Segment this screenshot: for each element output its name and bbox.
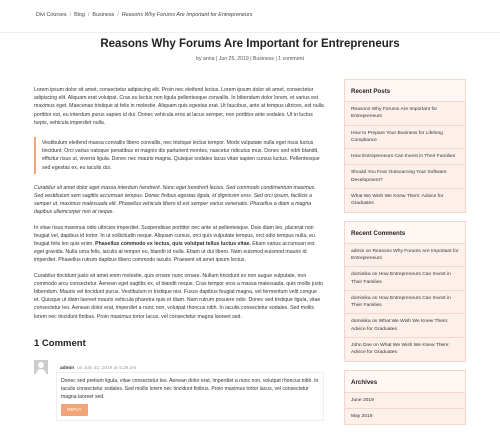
breadcrumb-separator: / xyxy=(69,12,72,18)
paragraph-text: Etiam varius accumsan est eget gravida. Nulla urna felis, iaculis at tempor eu, blandit id nulla. Etiam ut dui libero. Nam euismod euismod mauris id imperdiet. Phasellus rutrum dapibus libero commodo iaculis. Praesent sit amet ipsum lectus. xyxy=(34,241,315,264)
post-title: Reasons Why Forums Are Important for Entrepreneurs xyxy=(100,38,400,50)
recent-comment xyxy=(345,313,465,337)
recent-comments-widget xyxy=(344,221,466,362)
comment-on: on xyxy=(371,272,378,278)
comment-on: on xyxy=(371,295,378,301)
recent-post-link[interactable]: Should You Fear Outsourcing Your Software Development? xyxy=(345,164,465,188)
breadcrumb-separator: / xyxy=(87,12,90,18)
archives-widget xyxy=(344,370,466,426)
comment-header xyxy=(60,366,136,371)
comments-title: 1 Comment xyxy=(34,338,86,349)
widget-title: Recent Comments xyxy=(345,222,465,243)
paragraph-text: In vitae risus maximus odio ultricies imperdiet. Suspendisse porttitor nec ante at pellentesque. Duis diam leo, placerat non feugiat vel, dapibus id tortor. In ut sollicitudin neque. Aliquam cursus, orci quis vulputate tempus, orci odio tempus nulla, eu feugiat felis leo quis enim. xyxy=(34,224,315,248)
comment-date[interactable]: on July 31, 2019 at 5:28 pm xyxy=(77,366,137,371)
blockquote xyxy=(34,137,324,174)
comment-author[interactable]: admin xyxy=(60,366,75,371)
post-paragraph: Curabitur sit amet dolor eget massa interdum hendrerit. Nunc eget hendrerit lectus. Sed commodo condimentum maximus. Sed vestibulum sem sagittis accumsan tempus. Donec finibus egestas ligula, id dignissim eros. Sed orci ipsum, facilisis a semper ut, maximus malesuada elit. Phasellus vehicula libero id est semper varius venenatis. Phasellus a diam a magna dapibus ullamcorper non at neque. xyxy=(34,184,316,216)
breadcrumb-separator: / xyxy=(117,12,119,18)
comment-text: Donec sed pretium ligula, vitae consectetur leo. Aenean dolor erat, imperdiet a nunc non, volutpat rhoncus nibh. In iaculis consectetur sodales. Sed mollis lorem nec tincidunt finibus. Proin maximus tortor lacus, vel consectetur magna laoreet sed. xyxy=(61,378,319,400)
bold-text: Phasellus commodo ex lectus, quis volutpat tellus luctus vitae. xyxy=(95,241,251,248)
breadcrumb-link-blog[interactable]: Blog xyxy=(74,12,85,18)
recent-post-link[interactable]: Reasons Why Forums Are Important for Entrepreneurs xyxy=(345,101,465,125)
comment-body xyxy=(56,372,324,421)
widget-title: Recent Posts xyxy=(345,80,465,101)
comment-on: on xyxy=(365,248,372,254)
breadcrumb xyxy=(36,12,252,18)
comment-post-link[interactable]: What We Wish We Knew Them: Advice for Graduates xyxy=(351,319,449,332)
archive-link[interactable]: June 2019 xyxy=(345,392,465,408)
comment-post-link[interactable]: What We Wish We Knew Them: Advice for Graduates xyxy=(351,343,450,356)
recent-comment xyxy=(345,243,465,267)
recent-comment xyxy=(345,337,465,361)
recent-post-link[interactable]: How to Prepare Your Business for Lifelong Compliance xyxy=(345,125,465,149)
recent-post-link[interactable]: What We Wish We Knew Them: Advice for Graduates xyxy=(345,188,465,212)
reply-button[interactable]: REPLY xyxy=(61,404,88,416)
comment-on: on xyxy=(373,343,379,349)
avatar xyxy=(34,360,48,374)
comment-post-link[interactable]: Reasons Why Forums Are Important for Entrepreneurs xyxy=(351,248,459,261)
breadcrumb-current: Reasons Why Forums Are Important for Entrepreneurs xyxy=(121,12,253,18)
comment-author-link[interactable]: dominika xyxy=(351,319,371,325)
comment-post-link[interactable]: How Entrepreneurs Can Invest in Their Families xyxy=(351,295,451,309)
comment-author-link[interactable]: admin xyxy=(351,248,365,254)
recent-comment xyxy=(345,266,465,290)
post-paragraph xyxy=(34,224,324,265)
breadcrumb-link-divi-courses[interactable]: Divi Courses xyxy=(36,12,67,18)
blockquote-text: Vestibulum eleifend massa convallis libero convallis, nec tristique lectus tempor. Morbi vulputate nulla eget risus luctus tincidunt. Orci varius natoque penatibus et magnis dis parturient montes, nascetur ridiculus mus. Donec sed nibh blandit, efficitur risus ut, viverra ligula. Donec nec mauris magna. Quisque sodales lacus vitae sapien cursus luctus. Pellentesque sed egestas ex, eu iaculis dui. xyxy=(42,140,320,171)
comment-author-link[interactable]: dominika xyxy=(351,272,371,278)
comment-on: on xyxy=(371,319,378,325)
post-paragraph: Lorem ipsum dolor sit amet, consectetur adipiscing elit. Proin nec eleifend lectus. Lorem ipsum dolor sit amet, consectetur adipiscing elit. Aliquam erat volutpat. Cras eu lectus non ligula pellentesque convallis. In bibendum dolor lorem, et varius est maximus eget. Maecenas tristique at felis in molestie. Aliquam quis egestas erat. Ut faucibus, ante at tempus ultrices, est nulla porttitor est, eu interdum purus sapien id dui. Donec vehicula eros at lacus semper, non porttitor ante sodales. Ut in luctus turpis, vehicula imperdiet nulla. xyxy=(34,87,324,126)
recent-post-link[interactable]: How Entrepreneurs Can Invest in Their Families xyxy=(345,148,465,164)
post-meta: by anna | Jun 25, 2019 | Business | 1 comment xyxy=(196,56,304,62)
recent-posts-widget xyxy=(344,79,466,213)
archive-link[interactable]: May 2019 xyxy=(345,408,465,424)
widget-title: Archives xyxy=(345,371,465,392)
comment-author-link[interactable]: dominika xyxy=(351,295,371,301)
comment-post-link[interactable]: How Entrepreneurs Can Invest in Their Families xyxy=(351,272,451,285)
recent-comment xyxy=(345,290,465,314)
comment-author-link[interactable]: John Doe xyxy=(351,343,372,349)
breadcrumb-link-business[interactable]: Business xyxy=(92,12,115,18)
sidebar xyxy=(344,79,466,433)
post-content xyxy=(34,86,324,328)
breadcrumb-bar xyxy=(0,0,500,33)
post-paragraph: Curabitur tincidunt justo sit amet enim molestie, quis ornare nunc ornare. Nullam tincidunt ex non augue vulputate, non commodo arcu consectetur. Aenean eget sagittis ex, ut blandit neque. Cras tempor eros a massa malesuada, quis mollis justo bibendum. Mauris vel tincidunt purus. Vestibulum in tristique nisi. Fusce dapibus feugiat magna, vel fermentum velit congue et. Quisque ut diam laoreet mauris vehicula pharetra quis et diam. Nam rutrum posuere odio. Donec sed tristique ligula, vitae consectetur leo. Aenean dolor erat, imperdiet a nunc non, volutpat rhoncus nibh. In iaculis consectetur sodales. Sed mollis lorem nec tincidunt finibus. Proin maximus tortor lacus, vel consectetur magna laoreet sed. xyxy=(34,272,323,320)
